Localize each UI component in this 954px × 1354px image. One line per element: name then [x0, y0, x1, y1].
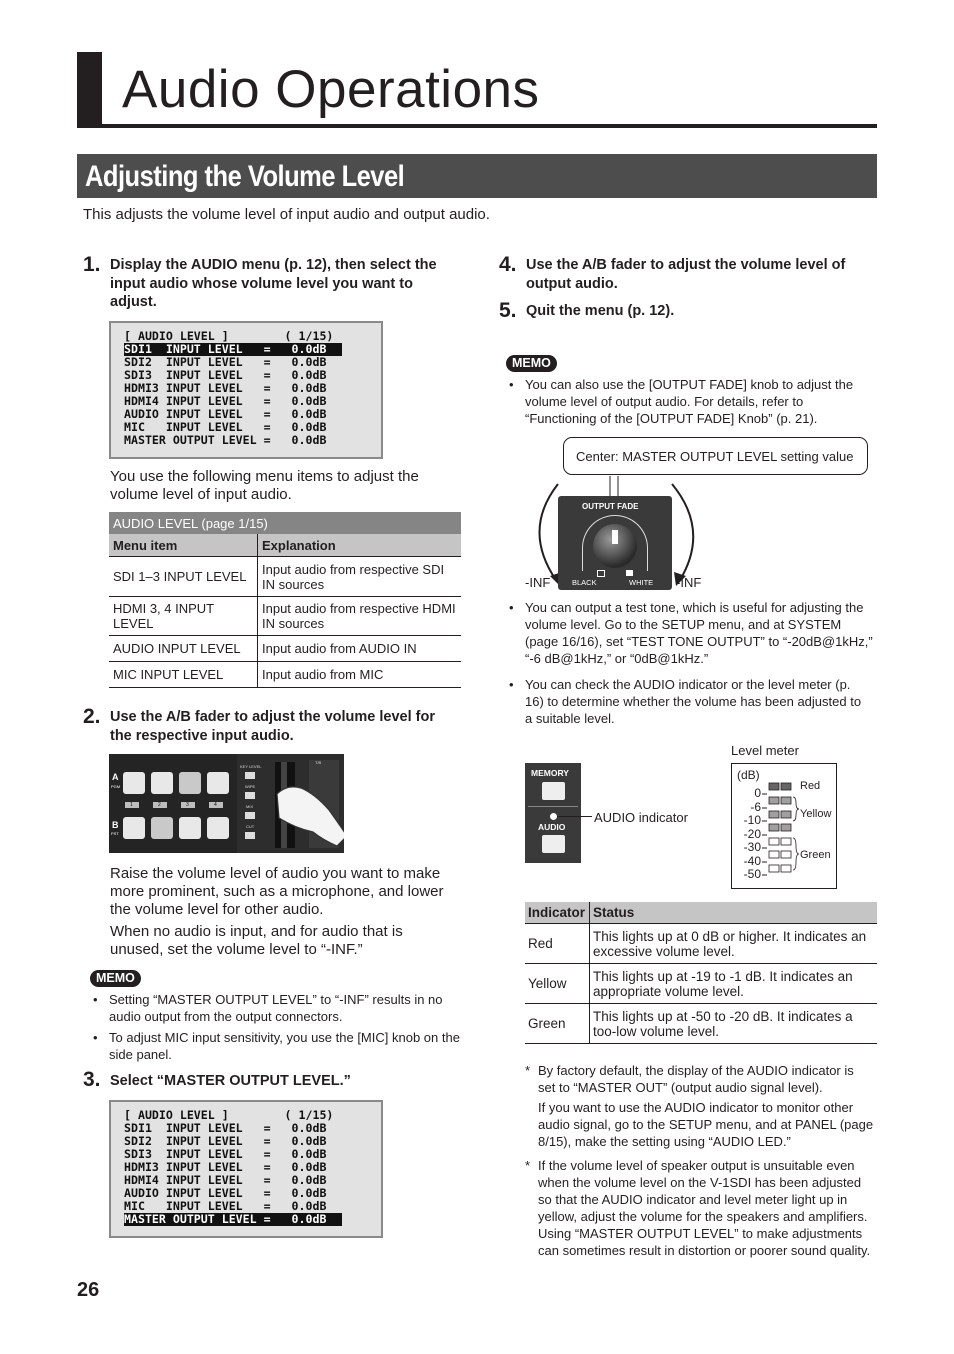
page-title: Audio Operations [122, 60, 540, 119]
note-paragraph: If you want to use the AUDIO indicator to monitor other audio signal, go to the SETUP menu, and at PANEL (page 8/15), make the setting using “AUDIO LED.” [538, 1100, 874, 1149]
table-cell: Input audio from AUDIO IN [258, 636, 462, 662]
panel-pst-label: PST [111, 831, 119, 836]
zone-red-label: Red [800, 780, 821, 792]
callout-text: Center: MASTER OUTPUT LEVEL setting value [576, 449, 854, 464]
bullet-dot: • [93, 992, 98, 1007]
zone-yellow-label: Yellow [800, 808, 832, 820]
raise-paragraph: Raise the volume level of audio you want to make more prominent, such as a microphone, and lower the volume level for other audio. [110, 865, 444, 918]
inf-paragraph: When no audio is input, and for audio that is unused, set the volume level to “-INF.” [110, 923, 403, 958]
panel-wipe-label: WIPE [245, 784, 256, 789]
table-cell: Green [525, 1004, 590, 1044]
output-fade-label: OUTPUT FADE [582, 502, 639, 511]
lcd-screen-1 [109, 321, 383, 459]
meter-tick: -30 [743, 840, 761, 854]
meter-segments [762, 781, 802, 881]
title-bar-accent [77, 52, 102, 126]
step-2-number: 2. [83, 705, 101, 728]
lcd-line: [ AUDIO LEVEL ] ( 1/15) [124, 329, 334, 343]
step-5-number: 5. [499, 299, 517, 322]
memo-bullet [509, 376, 875, 427]
black-label: BLACK [572, 578, 597, 587]
white-led-icon [626, 570, 633, 576]
table-cell: AUDIO INPUT LEVEL [109, 636, 258, 662]
lcd-line: HDMI3 INPUT LEVEL = 0.0dB [124, 1160, 327, 1174]
memo-bullet [509, 599, 875, 667]
memo-bullet-text: To adjust MIC input sensitivity, you use the [MIC] knob on the side panel. [109, 1030, 460, 1062]
meter-unit: (dB) [737, 768, 760, 782]
title-rule [77, 124, 877, 128]
left-inf-label: -INF [525, 575, 551, 590]
memo-bullet-text: You can check the AUDIO indicator or the level meter (p. 16) to determine whether the volume has been adjusted to a suitable level. [525, 677, 862, 726]
panel-num: 4 [214, 802, 217, 808]
audio-indicator-label: AUDIO indicator [594, 810, 688, 825]
level-meter-title: Level meter [731, 743, 799, 758]
note-paragraph: If the volume level of speaker output is unsuitable even when the volume level on the V-1SDI has been adjusted so that the AUDIO indicator and level meter light up in yellow, adjust the volume for the speakers and amplifiers. Using “MASTER OUTPUT LEVEL” to make adjustments can sometimes result in distortion or poorer sound quality. [538, 1158, 871, 1258]
step-1-text: Display the AUDIO menu (p. 12), then select the input audio whose volume level you want to adjust. [110, 257, 437, 310]
table-cell: This lights up at 0 dB or higher. It indicates an excessive volume level. [590, 924, 878, 964]
memory-label: MEMORY [531, 768, 569, 778]
memory-button[interactable] [542, 782, 565, 800]
table-header: Explanation [258, 534, 462, 557]
panel-num: 1 [130, 802, 133, 808]
lcd-line: MIC INPUT LEVEL = 0.0dB [124, 1199, 327, 1213]
memo-bullet-text: You can also use the [OUTPUT FADE] knob to adjust the volume level of output audio. For details, refer to “Functioning of the [OUTPUT FADE] Knob” (p. 21). [525, 377, 854, 426]
zone-green-label: Green [800, 849, 831, 861]
step-2-text: Use the A/B fader to adjust the volume level for the respective input audio. [110, 709, 435, 744]
lcd-line: SDI1 INPUT LEVEL = 0.0dB [124, 1121, 327, 1135]
lcd-line-selected: SDI1 INPUT LEVEL = 0.0dB [124, 343, 342, 356]
audio-button[interactable] [542, 835, 565, 853]
table-cell: Input audio from MIC [258, 662, 462, 688]
step-3-number: 3. [83, 1068, 101, 1091]
lcd-line: SDI3 INPUT LEVEL = 0.0dB [124, 368, 327, 382]
table-cell: SDI 1–3 INPUT LEVEL [109, 557, 258, 597]
step-4-number: 4. [499, 253, 517, 276]
bullet-dot: • [509, 677, 514, 692]
step-1-number: 1. [83, 253, 101, 276]
table-cell: This lights up at -50 to -20 dB. It indicates a too-low volume level. [590, 1004, 878, 1044]
lcd-screen-2 [109, 1100, 383, 1238]
table-cell: HDMI 3, 4 INPUT LEVEL [109, 597, 258, 636]
meter-tick: -6 [750, 799, 761, 814]
panel-num: 3 [186, 802, 189, 808]
panel-tbar-label: T/B [315, 760, 322, 765]
lcd-line: SDI2 INPUT LEVEL = 0.0dB [124, 355, 327, 369]
panel-b-label: B [112, 820, 119, 830]
table-caption: AUDIO LEVEL (page 1/15) [109, 512, 461, 534]
memo-bullet [93, 1029, 464, 1063]
memo-badge: MEMO [90, 970, 141, 987]
intro-text: This adjusts the volume level of input audio and output audio. [83, 206, 490, 223]
step-3-text: Select “MASTER OUTPUT LEVEL.” [110, 1073, 351, 1089]
memo-bullet [93, 991, 459, 1025]
lcd-line: HDMI4 INPUT LEVEL = 0.0dB [124, 394, 327, 408]
note-mark: * [525, 1063, 531, 1078]
panel-key-level-label: KEY LEVEL [240, 764, 262, 769]
table-cell: MIC INPUT LEVEL [109, 662, 258, 688]
table-cell: Yellow [525, 964, 590, 1004]
section-title: Adjusting the Volume Level [85, 160, 405, 193]
indicator-leader-line [557, 816, 592, 817]
table-cell: Red [525, 924, 590, 964]
black-led-icon [597, 570, 605, 577]
switcher-panel-illustration [109, 754, 344, 853]
table-cell: Input audio from respective HDMI IN sources [258, 597, 462, 636]
lcd-line: HDMI4 INPUT LEVEL = 0.0dB [124, 1173, 327, 1187]
lcd-line: SDI2 INPUT LEVEL = 0.0dB [124, 1134, 327, 1148]
note-mark: * [525, 1158, 531, 1173]
memo-bullet-text: You can output a test tone, which is useful for adjusting the volume level. Go to the SETUP menu, and at SYSTEM (page 16/16), set “TEST TONE OUTPUT” to “-20dB@1kHz,” “-6 dB@1kHz,” or “0dB@1kHz.” [525, 600, 873, 666]
audio-label: AUDIO [538, 822, 566, 832]
white-label: WHITE [629, 578, 654, 587]
panel-divider [528, 806, 578, 807]
switcher-panel-graphic [109, 754, 344, 853]
lcd-line: AUDIO INPUT LEVEL = 0.0dB [124, 407, 327, 421]
meter-ticks [733, 787, 761, 882]
table-header: Status [590, 902, 878, 924]
meter-tick: 0 [754, 786, 761, 800]
bullet-dot: • [93, 1030, 98, 1045]
table-cell: This lights up at -19 to -1 dB. It indicates an appropriate volume level. [590, 964, 878, 1004]
panel-mix-label: MIX [246, 804, 254, 809]
panel-pgm-label: PGM [111, 784, 121, 789]
bullet-dot: • [509, 600, 514, 615]
bullet-dot: • [509, 377, 514, 392]
audio-led-icon [550, 813, 557, 820]
lcd-line: [ AUDIO LEVEL ] ( 1/15) [124, 1108, 334, 1122]
panel-cut-label: CUT [246, 824, 255, 829]
menu-items-paragraph: You use the following menu items to adjust the volume level of input audio. [110, 468, 419, 503]
lcd-line: HDMI3 INPUT LEVEL = 0.0dB [124, 381, 327, 395]
meter-tick: -20 [743, 826, 761, 841]
panel-a-label: A [112, 772, 119, 782]
note-paragraph: By factory default, the display of the AUDIO indicator is set to “MASTER OUT” (output audio signal level). [538, 1063, 854, 1095]
audio-level-table [109, 512, 461, 688]
meter-tick: -10 [743, 813, 761, 827]
page-number: 26 [77, 1279, 100, 1301]
meter-tick: -50 [743, 867, 761, 881]
lcd-line: MIC INPUT LEVEL = 0.0dB [124, 420, 327, 434]
memo-badge: MEMO [506, 355, 557, 372]
lcd-line-selected: MASTER OUTPUT LEVEL = 0.0dB [124, 1213, 342, 1226]
memo-bullet-text: Setting “MASTER OUTPUT LEVEL” to “-INF” results in no audio output from the output connectors. [109, 992, 443, 1024]
indicator-status-table [525, 902, 877, 1044]
step-5-text: Quit the menu (p. 12). [526, 303, 675, 319]
lcd-line: AUDIO INPUT LEVEL = 0.0dB [124, 1186, 327, 1200]
table-cell: Input audio from respective SDI IN sources [258, 557, 462, 597]
lcd-line: SDI3 INPUT LEVEL = 0.0dB [124, 1147, 327, 1161]
memo-bullet [509, 676, 865, 727]
lcd-line: MASTER OUTPUT LEVEL = 0.0dB [124, 433, 327, 447]
table-header: Menu item [109, 534, 258, 557]
panel-num: 2 [158, 802, 161, 808]
knob-pointer [612, 530, 618, 544]
table-header: Indicator [525, 902, 590, 924]
step-4-text: Use the A/B fader to adjust the volume level of output audio. [526, 257, 846, 292]
meter-tick: -40 [743, 853, 761, 868]
right-inf-label: -INF [676, 575, 702, 590]
